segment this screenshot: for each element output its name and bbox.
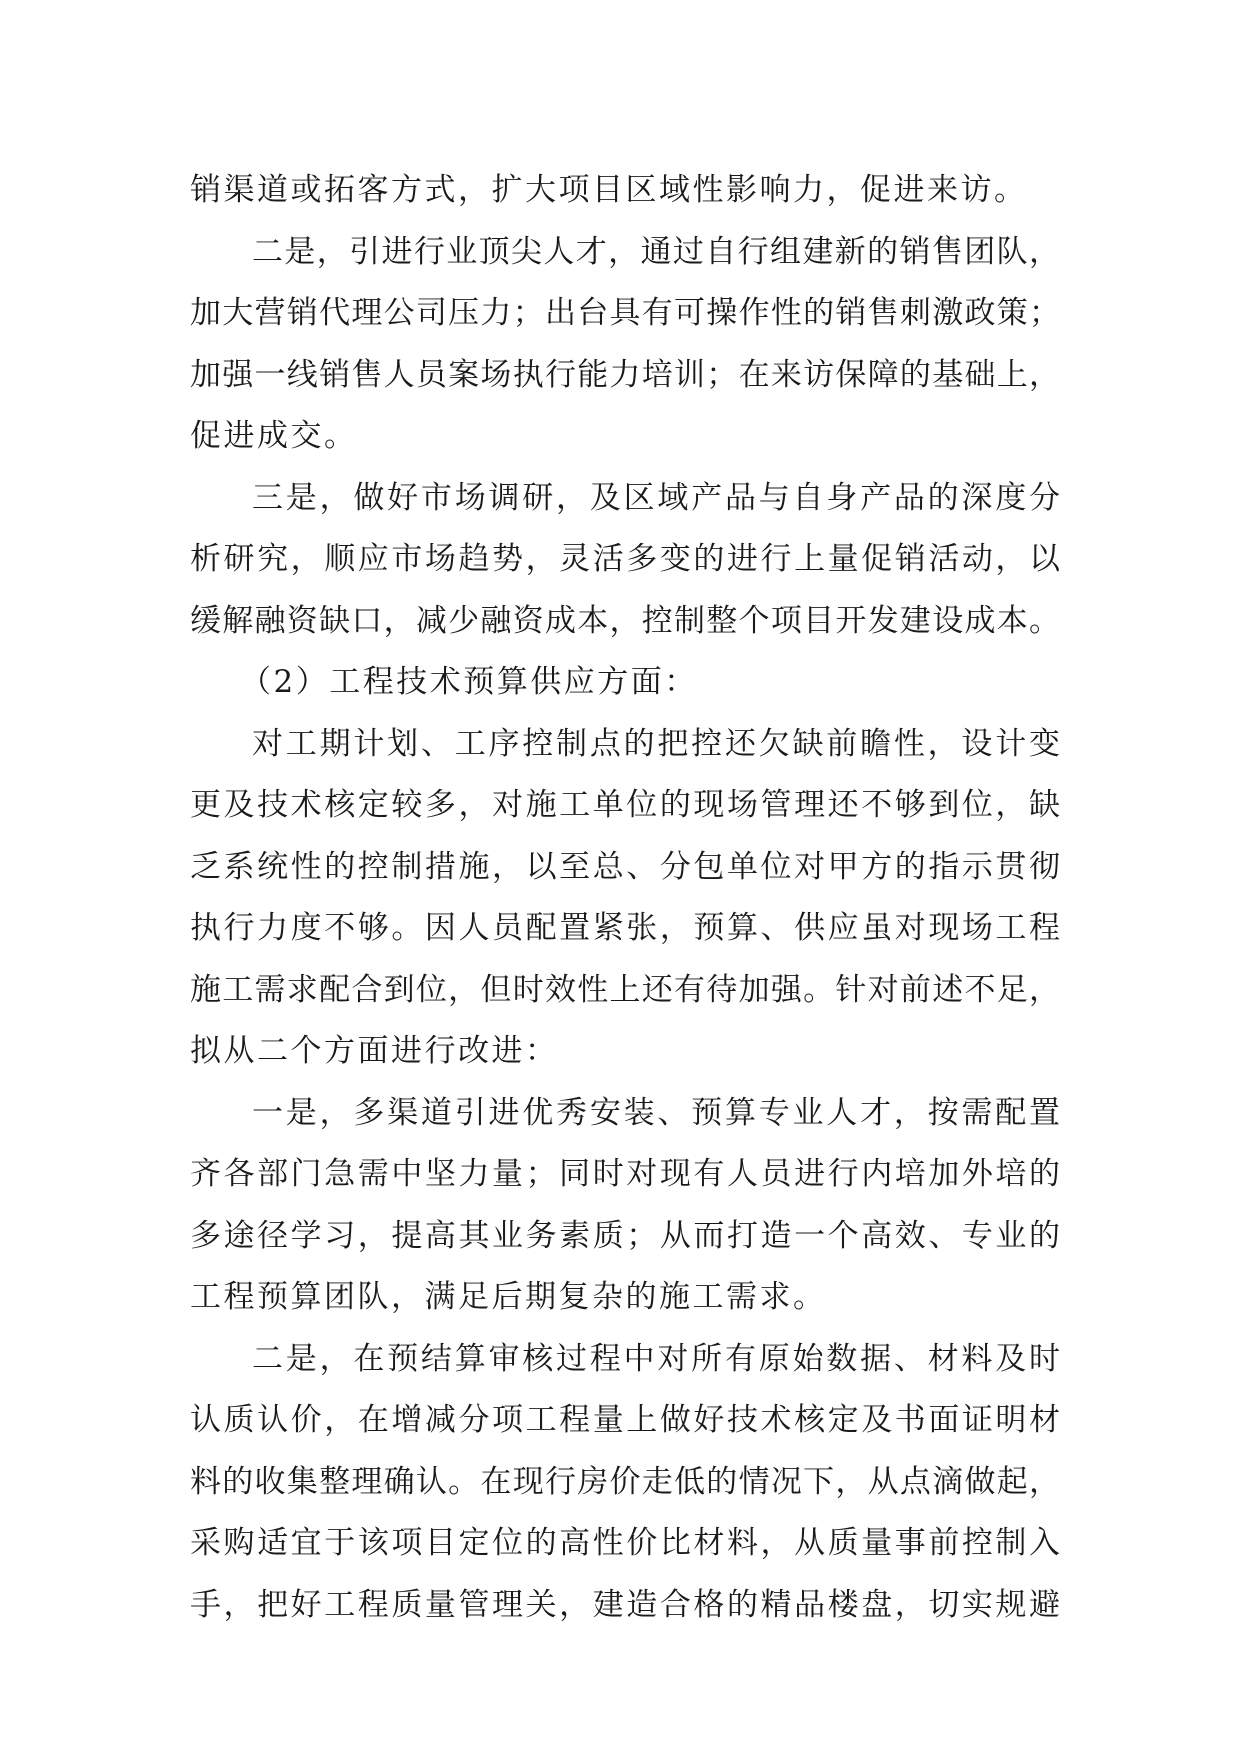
text-line: 施工需求配合到位，但时效性上还有待加强。针对前述不足， bbox=[190, 971, 1060, 1008]
text-line: 二是，引进行业顶尖人才，通过自行组建新的销售团队， bbox=[252, 233, 1060, 270]
text-line: 对工期计划、工序控制点的把控还欠缺前瞻性，设计变 bbox=[252, 725, 1060, 762]
text-line: 加大营销代理公司压力；出台具有可操作性的销售刺激政策； bbox=[190, 295, 1060, 331]
text-line: 更及技术核定较多，对施工单位的现场管理还不够到位，缺 bbox=[190, 787, 1060, 823]
text-line: 二是，在预结算审核过程中对所有原始数据、材料及时 bbox=[252, 1340, 1060, 1377]
text-line: 促进成交。 bbox=[190, 418, 358, 454]
text-line: 销渠道或拓客方式，扩大项目区域性影响力，促进来访。 bbox=[190, 172, 1028, 208]
text-line: 手，把好工程质量管理关，建造合格的精品楼盘，切实规避 bbox=[190, 1586, 1060, 1623]
text-line: 执行力度不够。因人员配置紧张，预算、供应虽对现场工程 bbox=[190, 910, 1060, 946]
text-line: 拟从二个方面进行改进： bbox=[190, 1033, 559, 1069]
text-line: 三是，做好市场调研，及区域产品与自身产品的深度分 bbox=[252, 479, 1060, 516]
text-line: 乏系统性的控制措施，以至总、分包单位对甲方的指示贯彻 bbox=[190, 848, 1060, 885]
text-line: 加强一线销售人员案场执行能力培训；在来访保障的基础上， bbox=[190, 356, 1060, 393]
text-line: 认质认价，在增减分项工程量上做好技术核定及书面证明材 bbox=[190, 1402, 1060, 1438]
text-line: 一是，多渠道引进优秀安装、预算专业人才，按需配置 bbox=[252, 1094, 1060, 1131]
text-line: 工程预算团队，满足后期复杂的施工需求。 bbox=[190, 1279, 827, 1315]
text-line: 齐各部门急需中坚力量；同时对现有人员进行内培加外培的 bbox=[190, 1156, 1060, 1192]
text-line: 多途径学习，提高其业务素质；从而打造一个高效、专业的 bbox=[190, 1217, 1060, 1254]
text-line: 采购适宜于该项目定位的高性价比材料，从质量事前控制入 bbox=[190, 1525, 1060, 1561]
text-line: 缓解融资缺口，减少融资成本，控制整个项目开发建设成本。 bbox=[190, 602, 1060, 639]
document-body bbox=[190, 160, 1060, 1636]
text-line: 析研究，顺应市场趋势，灵活多变的进行上量促销活动，以 bbox=[190, 541, 1060, 577]
text-line: 料的收集整理确认。在现行房价走低的情况下，从点滴做起， bbox=[190, 1463, 1060, 1500]
text-line: （2）工程技术预算供应方面： bbox=[240, 664, 698, 700]
